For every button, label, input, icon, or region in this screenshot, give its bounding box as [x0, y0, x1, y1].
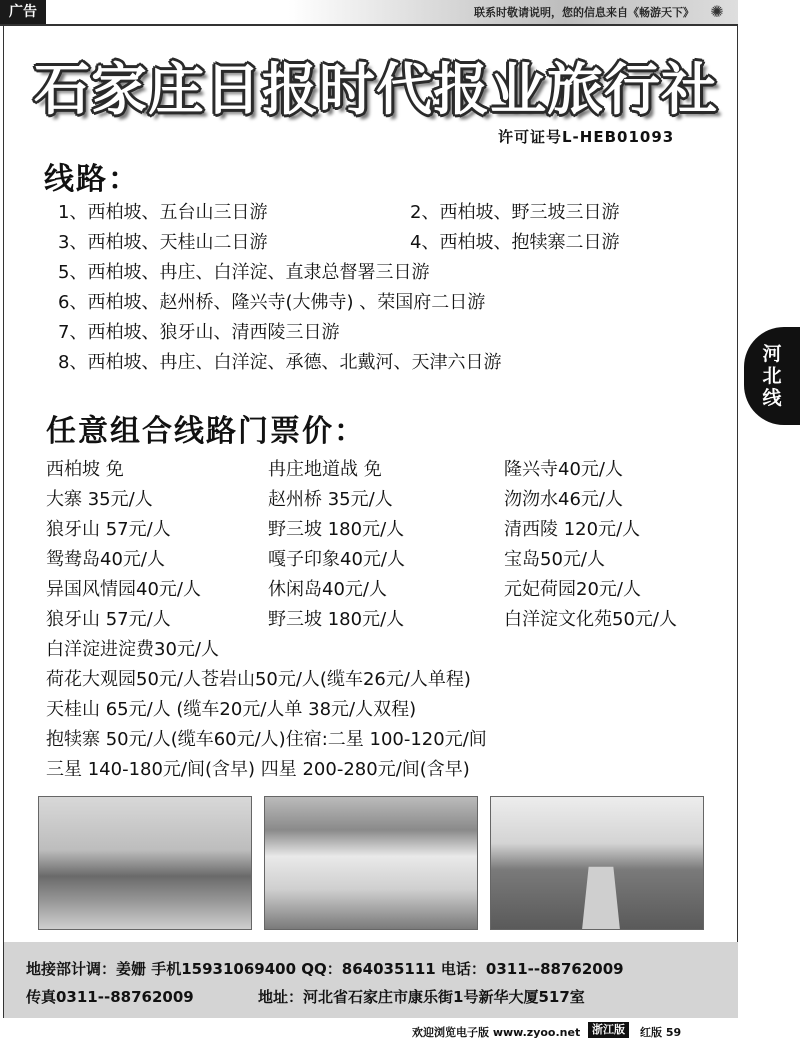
price-extra-line: 天桂山 65元/人 (缆车20元/人单 38元/人双程) — [46, 699, 417, 720]
price-row — [46, 515, 736, 545]
price-row — [46, 545, 736, 575]
price-item: 狼牙山 57元/人 — [46, 519, 171, 540]
boardwalk-shape — [582, 867, 620, 930]
route-row — [58, 288, 718, 318]
route-item: 3、西柏坡、天桂山二日游 — [58, 232, 268, 253]
region-tab — [744, 327, 800, 425]
routes-list — [58, 198, 718, 378]
ad-label: 广告 — [0, 0, 46, 24]
price-item: 西柏坡 免 — [46, 459, 124, 480]
price-item: 异国风情园40元/人 — [46, 579, 201, 600]
price-item: 白洋淀文化苑50元/人 — [504, 609, 677, 630]
contact-line-2 — [26, 986, 585, 1007]
price-item: 狼牙山 57元/人 — [46, 609, 171, 630]
price-extra-line: 抱犊寨 50元/人(缆车60元/人)住宿:二星 100-120元/间 — [46, 729, 487, 750]
site-link[interactable]: 欢迎浏览电子版 www.zyoo.net — [412, 1026, 581, 1039]
price-extra-list — [46, 635, 487, 785]
garden-photo — [38, 796, 252, 930]
sun-logo-icon: ✺ — [710, 2, 724, 21]
blossom-lake-photo — [264, 796, 478, 930]
route-item: 4、西柏坡、抱犊寨二日游 — [410, 232, 620, 253]
price-grid — [46, 455, 736, 635]
price-row — [46, 455, 736, 485]
price-item: 沕沕水46元/人 — [504, 489, 623, 510]
route-item: 8、西柏坡、冉庄、白洋淀、承德、北戴河、天津六日游 — [58, 352, 502, 373]
region-tab-char: 北 — [762, 365, 782, 387]
price-extra-line: 荷花大观园50元/人苍岩山50元/人(缆车26元/人单程) — [46, 669, 471, 690]
price-item: 冉庄地道战 免 — [268, 459, 382, 480]
route-row — [58, 198, 718, 228]
route-item: 1、西柏坡、五台山三日游 — [58, 202, 268, 223]
price-item: 隆兴寺40元/人 — [504, 459, 623, 480]
region-tab-char: 线 — [762, 387, 782, 409]
route-item: 5、西柏坡、冉庄、白洋淀、直隶总督署三日游 — [58, 262, 430, 283]
lotus-boardwalk-photo — [490, 796, 704, 930]
routes-heading: 线路： — [44, 162, 140, 197]
route-item: 2、西柏坡、野三坡三日游 — [410, 202, 620, 223]
route-item: 6、西柏坡、赵州桥、隆兴寺(大佛寺) 、荣国府二日游 — [58, 292, 486, 313]
route-row — [58, 348, 718, 378]
fax-number: 传真0311--88762009 — [26, 988, 194, 1006]
prices-heading: 任意组合线路门票价： — [46, 414, 366, 449]
price-row — [46, 575, 736, 605]
price-item: 野三坡 180元/人 — [268, 519, 405, 540]
price-item: 嘎子印象40元/人 — [268, 549, 405, 570]
price-extra-line: 三星 140-180元/间(含早) 四星 200-280元/间(含早) — [46, 759, 470, 780]
agency-title: 石家庄日报时代报业旅行社 — [34, 58, 718, 123]
price-item: 宝岛50元/人 — [504, 549, 605, 570]
route-row — [58, 258, 718, 288]
price-item: 野三坡 180元/人 — [268, 609, 405, 630]
route-row — [58, 228, 718, 258]
edition-badge: 浙江版 — [588, 1022, 629, 1038]
price-item: 元妃荷园20元/人 — [504, 579, 641, 600]
price-item: 休闲岛40元/人 — [268, 579, 387, 600]
photo-strip — [38, 796, 704, 930]
price-item: 清西陵 120元/人 — [504, 519, 641, 540]
region-tab-char: 河 — [762, 343, 782, 365]
price-item: 赵州桥 35元/人 — [268, 489, 393, 510]
price-item: 大寨 35元/人 — [46, 489, 153, 510]
route-item: 7、西柏坡、狼牙山、清西陵三日游 — [58, 322, 340, 343]
contact-line: 地接部计调：姜姗 手机15931069400 QQ：864035111 电话：0311--88762009 — [26, 960, 624, 978]
price-item: 鸳鸯岛40元/人 — [46, 549, 165, 570]
price-extra-line: 白洋淀进淀费30元/人 — [46, 639, 219, 660]
header-note: 联系时敬请说明，您的信息来自《畅游天下》 — [474, 6, 694, 19]
page-number: 红版 59 — [640, 1026, 682, 1039]
price-row — [46, 485, 736, 515]
route-row — [58, 318, 718, 348]
license-number: 许可证号L-HEB01093 — [498, 128, 675, 146]
price-row — [46, 605, 736, 635]
address: 地址：河北省石家庄市康乐街1号新华大厦517室 — [258, 988, 585, 1006]
